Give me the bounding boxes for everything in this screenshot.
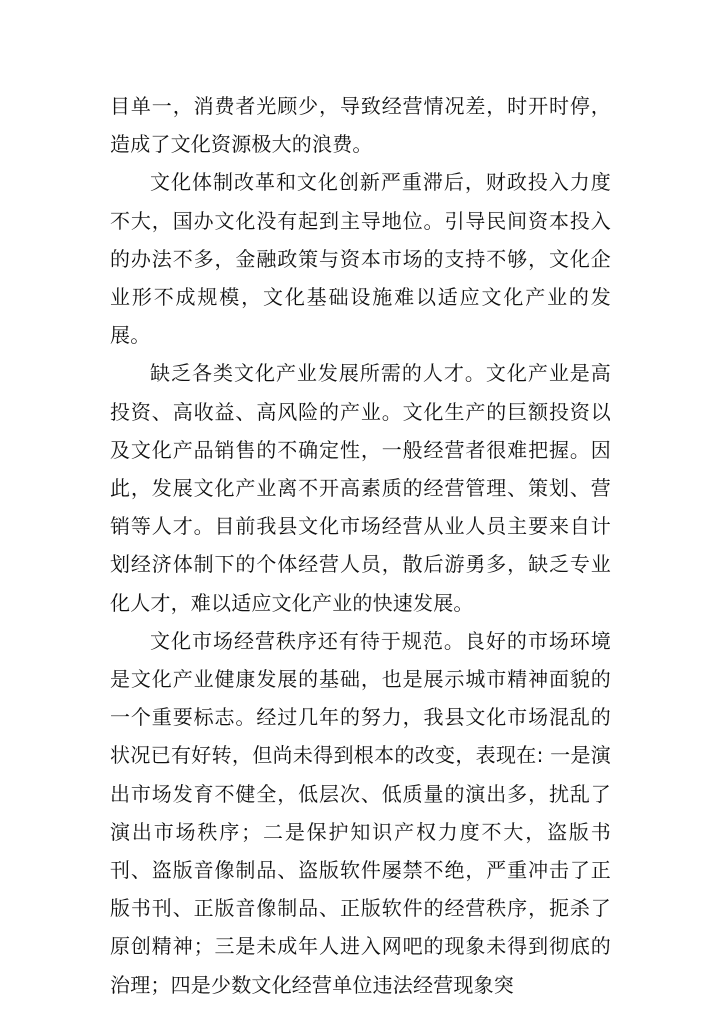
paragraph-continued: 目单一，消费者光顾少，导致经营情况差，时开时停，造成了文化资源极大的浪费。 xyxy=(110,94,611,157)
paragraph-talent-shortage: 缺乏各类文化产业发展所需的人才。文化产业是高投资、高收益、高风险的产业。文化生产的巨额投资以及文化产品销售的不确定性，一般经营者很难把握。因此，发展文化产业离不开高素质的经营管理、策划、营销等人才。目前我县文化市场经营从业人员主要来自计划经济体制下的个体经营人员，散后游勇多，缺乏专业化人才，难以适应文化产业的快速发展。 xyxy=(110,361,611,615)
document-page xyxy=(110,87,611,1004)
paragraph-cultural-system-reform: 文化体制改革和文化创新严重滞后，财政投入力度不大，国办文化没有起到主导地位。引导民间资本投入的办法不多，金融政策与资本市场的支持不够，文化企业形不成规模，文化基础设施难以适应文化产业的发展。 xyxy=(110,170,611,348)
paragraph-market-order: 文化市场经营秩序还有待于规范。良好的市场环境是文化产业健康发展的基础，也是展示城市精神面貌的一个重要标志。经过几年的努力，我县文化市场混乱的状况已有好转，但尚未得到根本的改变，表现在: 一是演出市场发育不健全，低层次、低质量的演出多，扰乱了演出市场秩序；二是保护知识产权力度不大，盗版书刊、盗版音像制品、盗版软件屡禁不绝，严重冲击了正版书刊、正版音像制品、正版软件的经营秩序，扼杀了原创精神；三是未成年人进入网吧的现象未得到彻底的治理；四是少数文化经营单位违法经营现象突 xyxy=(110,628,611,997)
